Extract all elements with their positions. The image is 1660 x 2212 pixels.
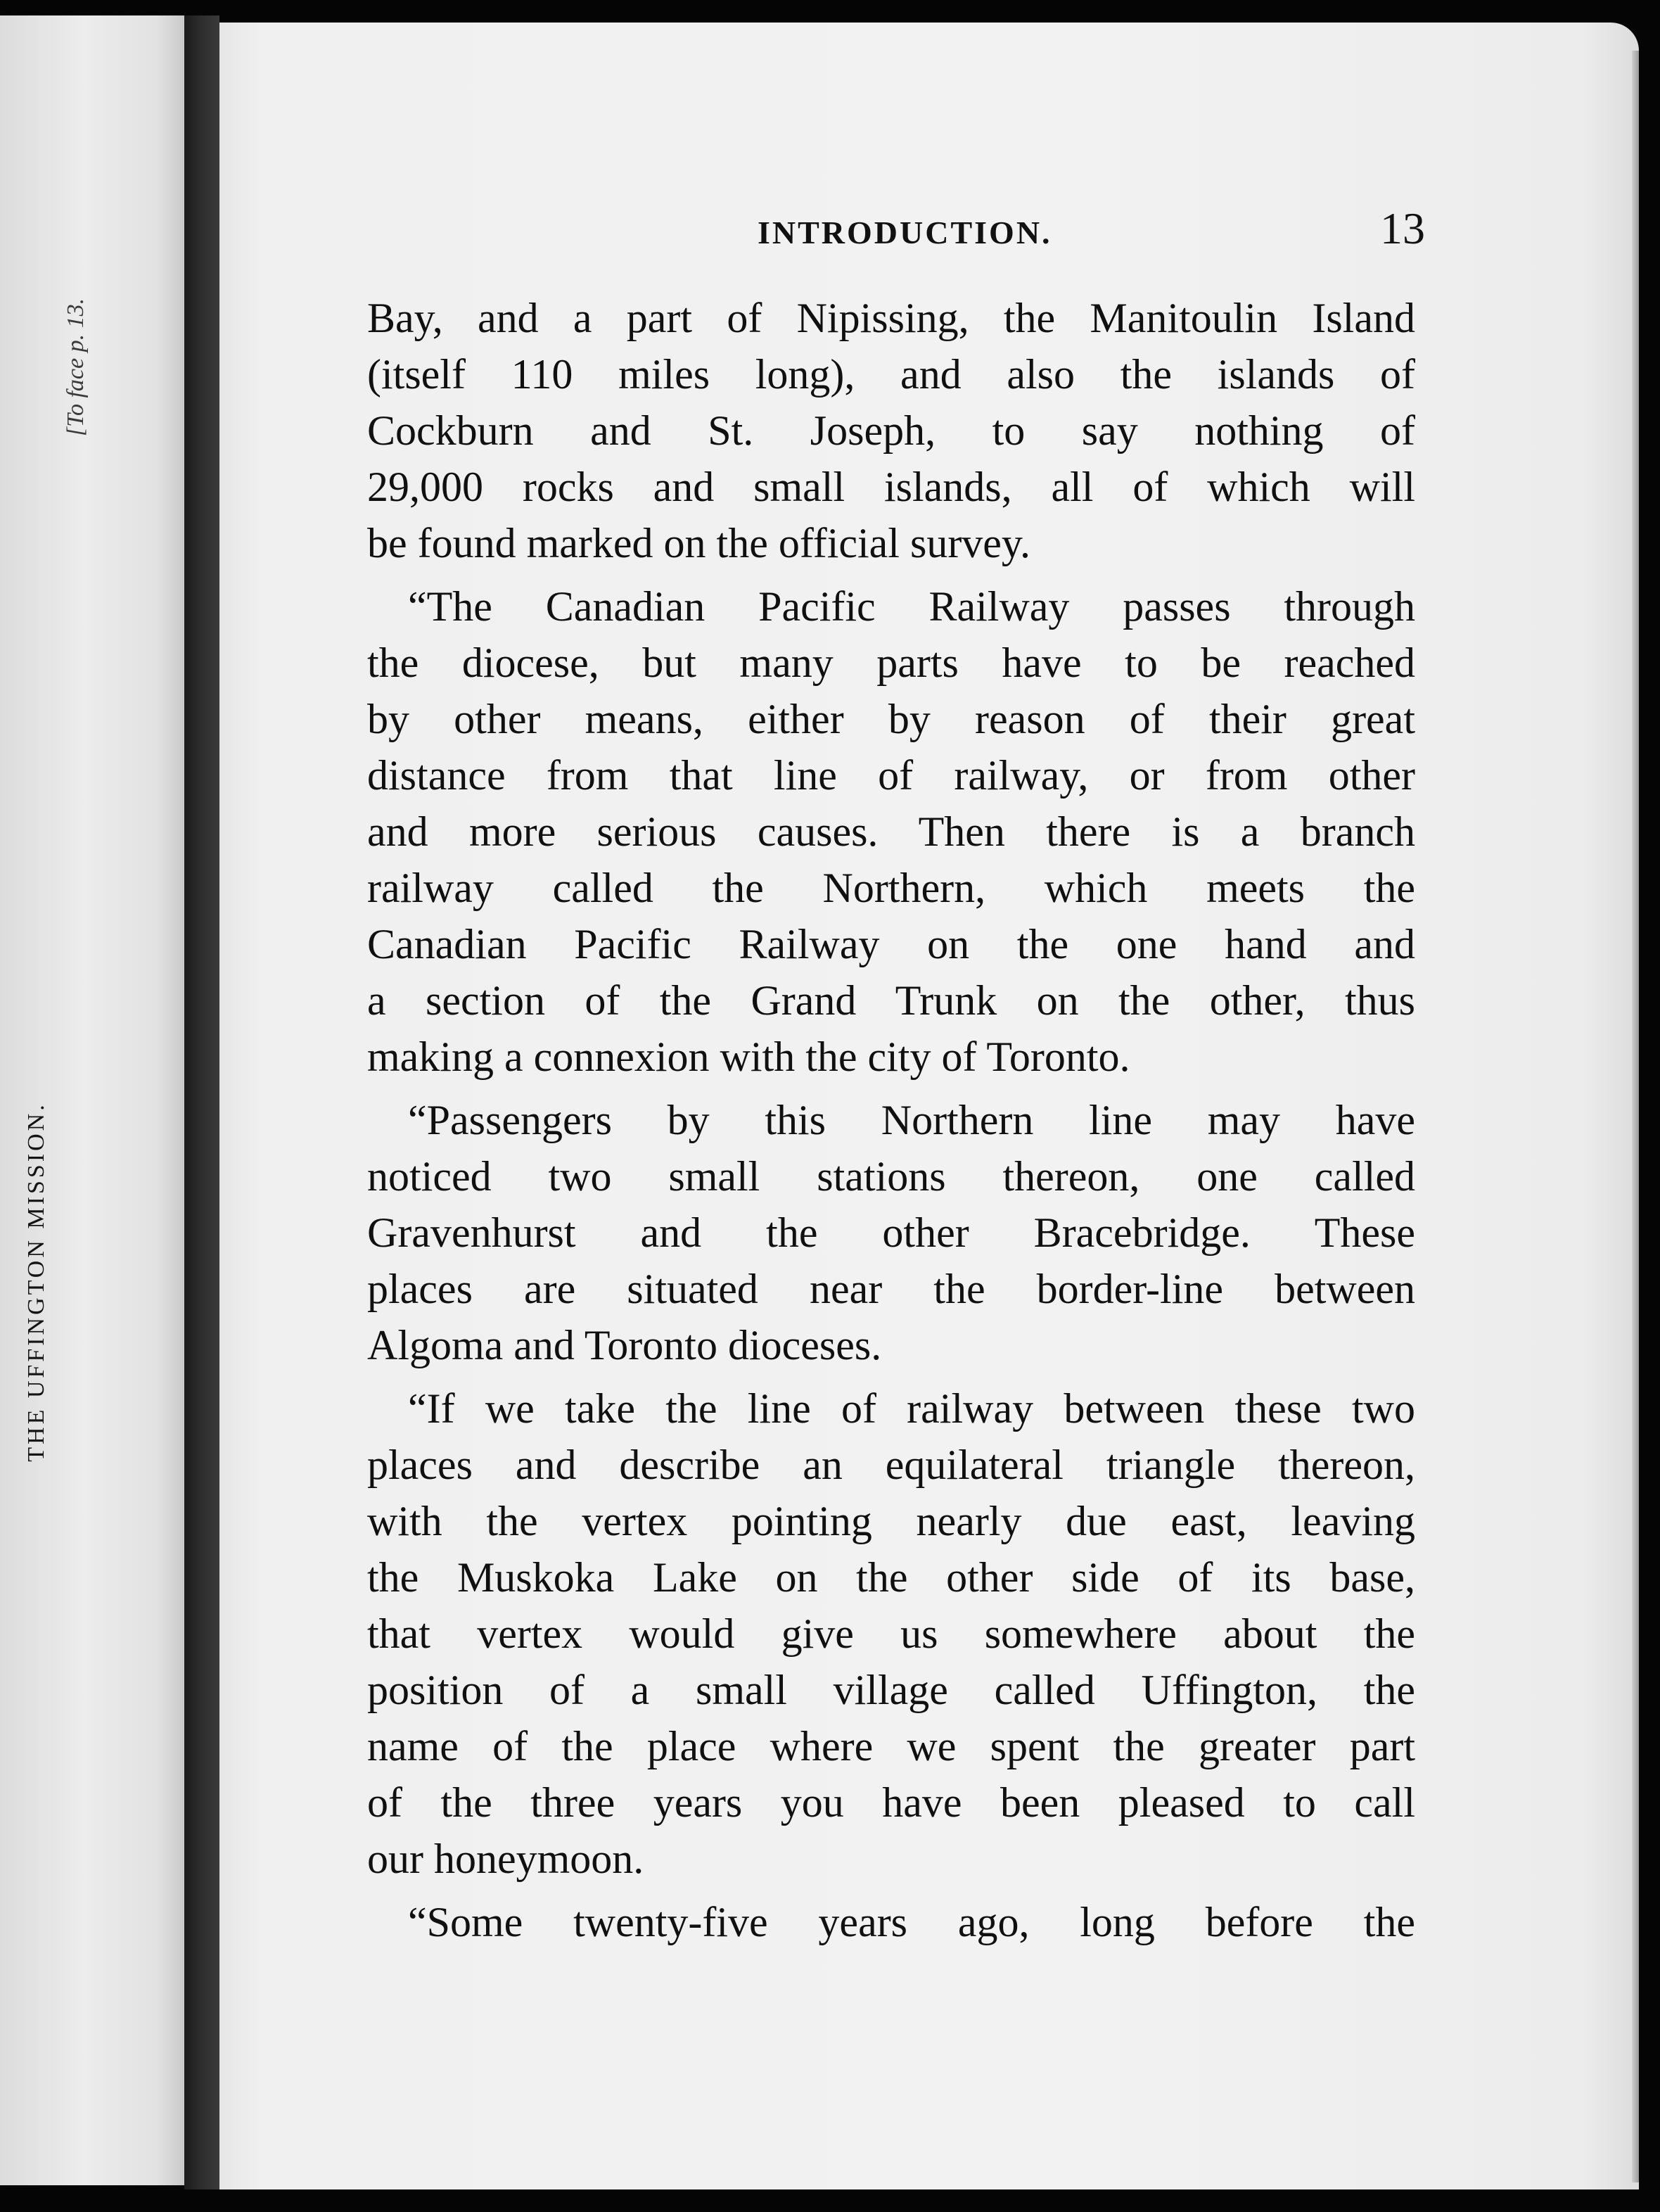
text-line: Algoma and Toronto dioceses. — [367, 1322, 882, 1368]
paragraph — [367, 1092, 1415, 1373]
plate-note: [To face p. 13. — [63, 298, 89, 437]
text-line: of the three years you have been pleased to call — [367, 1779, 1415, 1826]
text-line: Canadian Pacific Railway on the one hand and — [367, 921, 1415, 967]
text-line: 29,000 rocks and small islands, all of which will — [367, 464, 1415, 510]
text-line: name of the place where we spent the greater part — [367, 1723, 1415, 1769]
text-line: Gravenhurst and the other Bracebridge. These — [367, 1209, 1415, 1256]
text-line: “Passengers by this Northern line may have — [408, 1097, 1415, 1143]
text-line: places are situated near the border-line between — [367, 1266, 1415, 1312]
running-head: INTRODUCTION. — [758, 215, 1052, 250]
text-line: with the vertex pointing nearly due east, leaving — [367, 1498, 1415, 1544]
text-line: and more serious causes. Then there is a branch — [367, 808, 1415, 855]
facing-page — [0, 15, 184, 2185]
text-line: by other means, either by reason of their great — [367, 696, 1415, 742]
book-gutter — [184, 15, 219, 2189]
paragraph — [367, 1380, 1415, 1887]
text-line: making a connexion with the city of Toronto. — [367, 1034, 1130, 1080]
text-line: distance from that line of railway, or from other — [367, 752, 1415, 799]
text-line: “Some twenty-five years ago, long before the — [408, 1899, 1415, 1945]
text-line: be found marked on the official survey. — [367, 520, 1031, 566]
text-line: that vertex would give us somewhere about the — [367, 1610, 1415, 1657]
text-line: the Muskoka Lake on the other side of its base, — [367, 1554, 1415, 1601]
text-line: railway called the Northern, which meets the — [367, 865, 1415, 911]
text-line: a section of the Grand Trunk on the other, thus — [367, 977, 1415, 1024]
text-line: Cockburn and St. Joseph, to say nothing of — [367, 407, 1415, 454]
page-number: 13 — [1380, 203, 1425, 253]
facing-running-head: THE UFFINGTON MISSION. — [23, 1102, 49, 1462]
paragraph — [367, 1894, 1415, 1950]
book-page — [219, 23, 1639, 2189]
text-line: position of a small village called Uffington, the — [367, 1667, 1415, 1713]
text-line: Bay, and a part of Nipissing, the Manitoulin Island — [367, 295, 1415, 341]
page-header — [219, 198, 1639, 255]
text-line: “The Canadian Pacific Railway passes through — [408, 583, 1415, 630]
body-text — [367, 290, 1415, 1957]
text-line: the diocese, but many parts have to be reached — [367, 640, 1415, 686]
text-line: noticed two small stations thereon, one called — [367, 1153, 1415, 1200]
page-edge — [1632, 51, 1639, 2182]
text-line: our honeymoon. — [367, 1836, 644, 1882]
paragraph — [367, 578, 1415, 1085]
text-line: “If we take the line of railway between these two — [408, 1385, 1415, 1432]
paragraph — [367, 290, 1415, 571]
text-line: places and describe an equilateral triangle thereon, — [367, 1442, 1415, 1488]
text-line: (itself 110 miles long), and also the islands of — [367, 351, 1415, 398]
